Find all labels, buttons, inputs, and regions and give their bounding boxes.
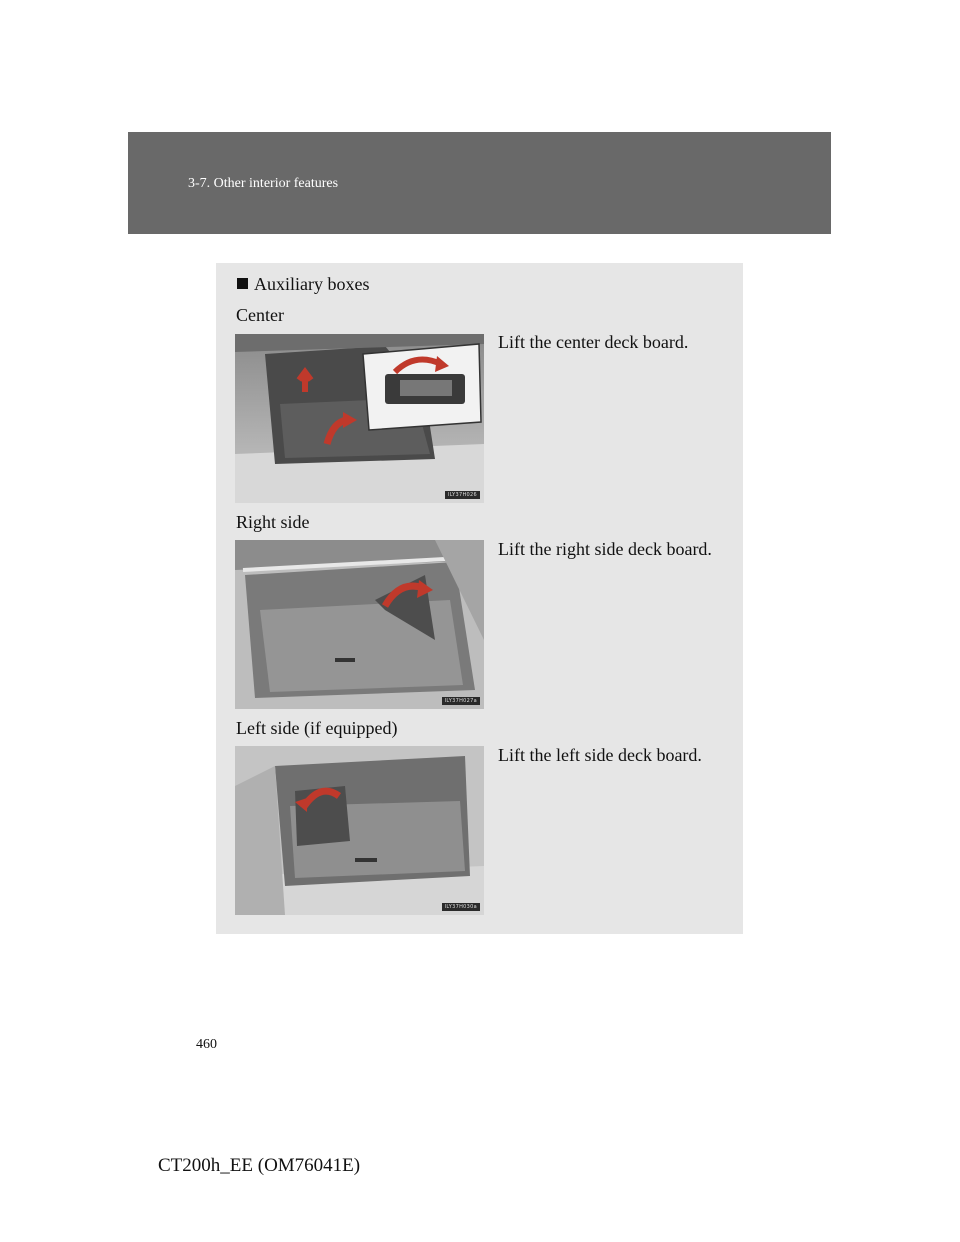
subheading-center: Center [236, 305, 284, 325]
illustration-right [235, 540, 484, 709]
image-code: ILY37H027a [442, 697, 480, 705]
image-code: ILY37H026 [445, 491, 480, 499]
instruction-left: Lift the left side deck board. [498, 745, 702, 765]
section-heading [237, 274, 369, 295]
subheading-right: Right side [236, 512, 310, 532]
square-bullet-icon [237, 278, 248, 289]
page-number: 460 [196, 1037, 217, 1052]
content-panel [216, 263, 743, 934]
image-code: ILY37H030a [442, 903, 480, 911]
header-band [128, 132, 831, 234]
section-heading-text: Auxiliary boxes [254, 274, 370, 294]
illustration-center [235, 334, 484, 503]
instruction-center: Lift the center deck board. [498, 332, 689, 352]
section-title: 3-7. Other interior features [188, 176, 339, 191]
illustration-left [235, 746, 484, 915]
instruction-right: Lift the right side deck board. [498, 539, 712, 559]
subheading-left: Left side (if equipped) [236, 718, 398, 738]
document-code: CT200h_EE (OM76041E) [158, 1155, 361, 1176]
